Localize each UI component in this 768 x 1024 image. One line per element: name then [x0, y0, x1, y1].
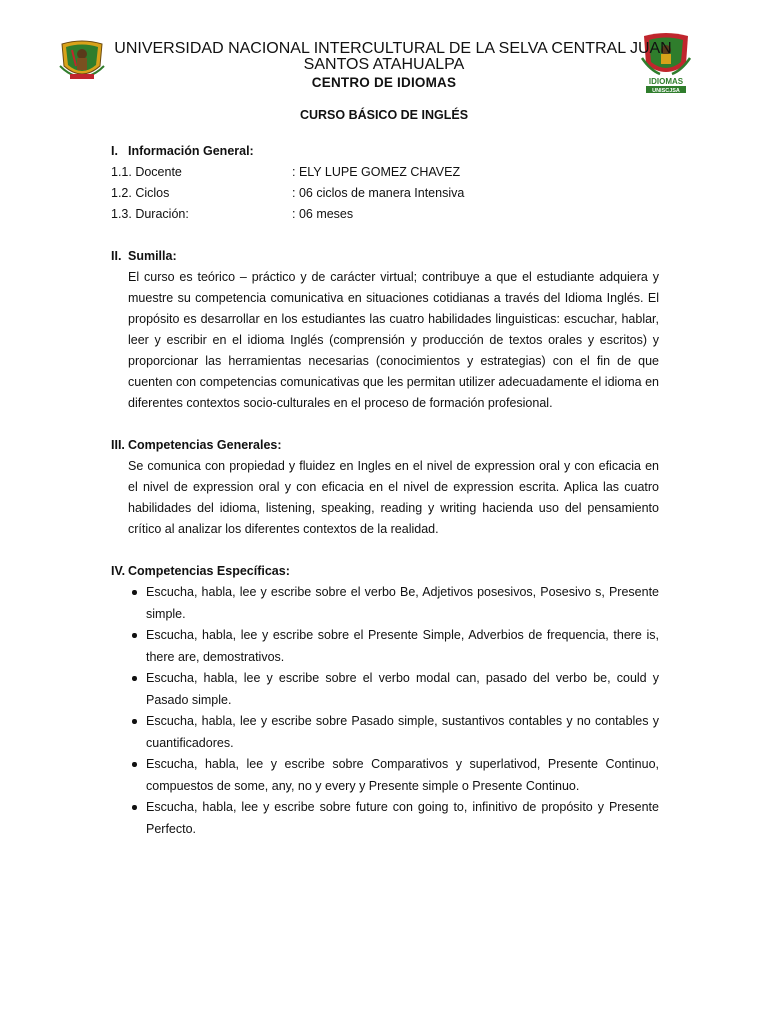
section-especificas-heading — [111, 561, 659, 582]
list-item: Escucha, habla, lee y escribe sobre Pasado simple, sustantivos contables y no contables y cuantificadores. — [128, 711, 659, 754]
list-item: Escucha, habla, lee y escribe sobre el verbo modal can, pasado del verbo be, could y Pasado simple. — [128, 668, 659, 711]
info-key: 1.3. Duración: — [111, 207, 189, 221]
info-row-duracion — [111, 204, 659, 225]
generales-paragraph: Se comunica con propiedad y fluidez en Ingles en el nivel de expression oral y con eficacia en el nivel de expression oral y con eficacia en el nivel de expression escrita. Aplica las cuatro habilidades del idioma, listening, speaking, reading y writing hacienda uso del pensamiento crítico al analizar los diferentes contextos de la realidad. — [128, 459, 659, 536]
info-value: : 06 meses — [292, 207, 354, 221]
info-key: 1.2. Ciclos — [111, 186, 170, 200]
section-title: Competencias Específicas: — [128, 564, 290, 578]
university-name — [0, 41, 768, 73]
info-value: : ELY LUPE GOMEZ CHAVEZ — [292, 165, 461, 179]
idiomas-logo-subtext: UNISCJSA — [652, 88, 680, 94]
section-title: Información General: — [128, 144, 254, 158]
section-generales-heading — [111, 435, 659, 456]
especificas-list — [111, 582, 659, 840]
center-title: CENTRO DE IDIOMAS — [311, 75, 457, 90]
info-value: : 06 ciclos de manera Intensiva — [292, 186, 465, 200]
section-number: IV. — [111, 564, 126, 578]
section-title: Sumilla: — [128, 249, 177, 263]
section-general-heading — [111, 141, 659, 162]
list-item: Escucha, habla, lee y escribe sobre future con going to, infinitivo de propósito y Presente Perfecto. — [128, 797, 659, 840]
section-sumilla-heading — [111, 246, 659, 267]
section-title: Competencias Generales: — [128, 438, 282, 452]
list-item: Escucha, habla, lee y escribe sobre Comparativos y superlativod, Presente Continuo, compuestos de some, any, no y every y Presente simple o Presente Continuo. — [128, 754, 659, 797]
document-body — [111, 141, 659, 840]
university-name-line1: UNIVERSIDAD NACIONAL INTERCULTURAL DE LA SELVA CENTRAL JUAN — [114, 41, 672, 57]
info-key: 1.1. Docente — [111, 165, 182, 179]
info-row-docente — [111, 162, 659, 183]
sumilla-paragraph: El curso es teórico – práctico y de carácter virtual; contribuye a que el estudiante adquiera y muestre su competencia comunicativa en situaciones cotidianas a través del Idioma Inglés. El propósito es desarrollar en los estudiantes las cuatro habilidades linguisticas: escuchar, hablar, leer y escribir en el idioma Inglés (comprensión y producción de textos orales y escritos) y proporcionar las herramientas necesarias (conocimientos y estrategias) con el fin de que cuenten con competencias comunicativas que les permitan utilizer adecuadamente el idioma en diferentes contextos socio-culturales en el proceso de formación profesional. — [128, 270, 659, 410]
idiomas-logo-text: IDIOMAS — [648, 77, 684, 86]
university-name-line2: SANTOS ATAHUALPA — [303, 56, 465, 73]
course-title: CURSO BÁSICO DE INGLÉS — [299, 108, 469, 122]
section-number: I. — [111, 144, 118, 158]
list-item: Escucha, habla, lee y escribe sobre el verbo Be, Adjetivos posesivos, Posesivo s, Presente simple. — [128, 582, 659, 625]
list-item: Escucha, habla, lee y escribe sobre el Presente Simple, Adverbios de frequencia, there is, there are, demostrativos. — [128, 625, 659, 668]
section-number: II. — [111, 249, 122, 263]
section-number: III. — [111, 438, 125, 452]
info-row-ciclos — [111, 183, 659, 204]
